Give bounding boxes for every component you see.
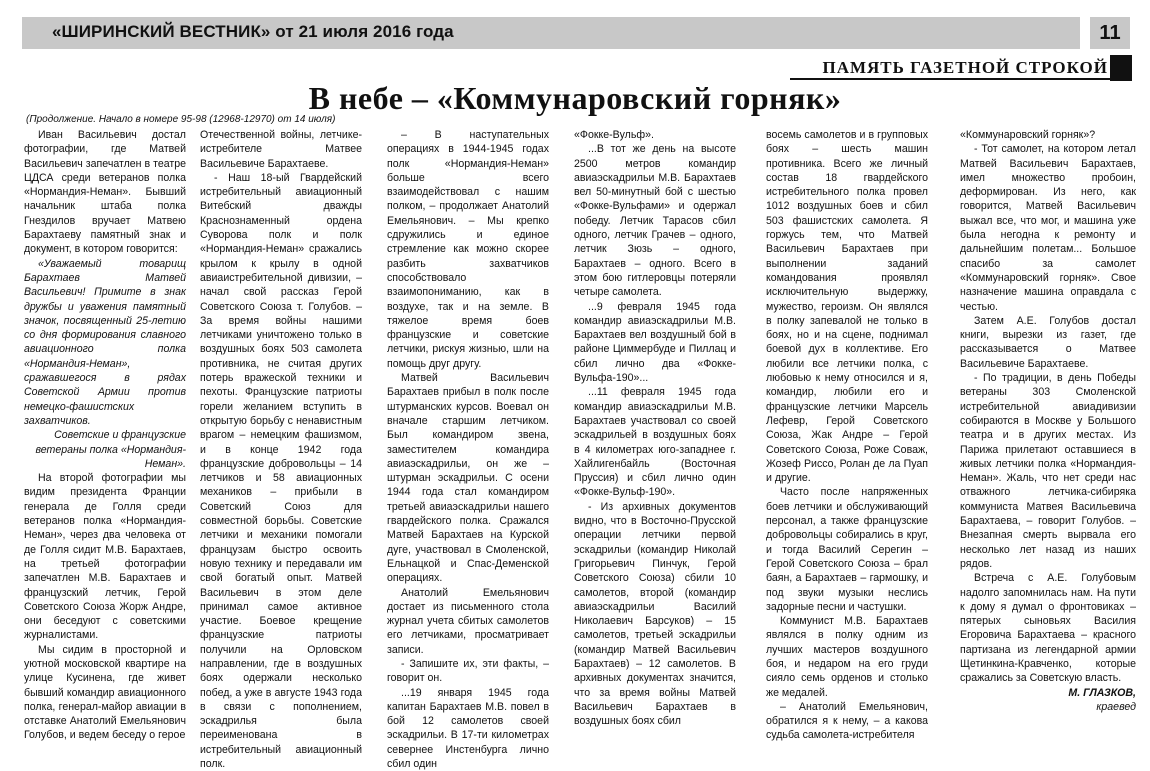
article-paragraph: ...11 февраля 1945 года командир авиаэскадрильи М.В. Барахтаев участвовал со своей эскадрильей в воздушных боях в 4 километрах юго-западнее г. Хайлигенбайль (Восточная Пруссия) и сбил лично один «Фокке-Вульф-190».: [574, 386, 736, 499]
article-paragraph: - Из архивных документов видно, что в Восточно-Прусской операции летчики первой эскадрильи (командир Николай Григорьевич Пинчук, Герой Советского Союза) сбили 10 самолетов, второй (командир авиаэскадрильи Василий Николаевич Барсуков) – 15 самолетов, третьей эскадрильи (командир Матвей Васильевич Барахтаев) – 12 самолетов. В архивных документах значится, что за время войны Матвей Васильевич Барахтаев в воздушных боях сбил: [574, 500, 736, 728]
masthead-bar: [22, 17, 1080, 49]
article-column-6: [960, 128, 1136, 722]
article-paragraph: Советские и французские ветераны полка «Нормандия-Неман».: [35, 429, 186, 470]
article-column-1: [24, 128, 186, 742]
section-rubric: ПАМЯТЬ ГАЗЕТНОЙ СТРОКОЙ: [822, 58, 1108, 77]
article-paragraph: - Наш 18-ый Гвардейский истребительный авиационный Витебский дважды Краснознаменный ордена Суворова полк и полк «Нормандия-Неман» сражались крылом к крылу в одной авиаистребительной дивизии, – начал свой рассказ Герой Советского Союза т. Голубов. – За время войны нашими летчиками уничтожено только в воздушных боях 503 самолета противника, не считая других потерь вражеской техники и пехоты. Французские патриоты горели желанием вступить в открытую борьбу с ненавистным врагом – немецким фашизмом, и в конце 1942 года французские добровольцы – 14 летчиков и 58 авиационных механиков – прибыли в Советский Союз для совместной борьбы. Советские летчики и механики помогали французам быстро освоить новую технику и передавали им свой богатый опыт. Матвей Васильевич в этом деле принимал самое активное участие. Боевое крещение французские патриоты получили на Орловском направлении, где в воздушных боях одержали несколько побед, а уже в августе 1943 года в связи с пополнением, эскадрилья была переименована в истребительный авиационный полк.: [200, 171, 362, 771]
article-paragraph: Часто после напряженных боев летчики и обслуживающий персонал, а также французские добровольцы собирались в круг, и тогда Василий Серегин – Герой Советского Союза – брал баян, а Барахтаев – гармошку, и под звуки музыки неслись задорные песни и частушки.: [766, 486, 928, 613]
article-paragraph: - Тот самолет, на котором летал Матвей Васильевич Барахтаев, имел множество пробоин, деформирован. Из него, как говорится, Матвей Васильевич выжал все, что мог, и машина уже была негодна к ремонту и дальнейшим полетам... Большое спасибо за самолет «Коммунаровский горняк». Свое назначение машина оправдала с честью.: [960, 143, 1136, 313]
article-paragraph: - Запишите их, эти факты, – говорит он.: [387, 657, 549, 685]
article-paragraph: Анатолий Емельянович достает из письменного стола журнал учета сбитых самолетов его летчиками, просматривает записи.: [387, 586, 549, 656]
article-paragraph: Иван Васильевич достал фотографии, где Матвей Васильевич запечатлен в театре ЦДСА среди ветеранов полка «Нормандия-Неман». Бывший начальник штаба полка Гнездилов вручает Матвею Барахтаеву памятный знак и документ, в котором говорится:: [24, 129, 186, 256]
article-paragraph: Затем А.Е. Голубов достал книги, вырезки из газет, где рассказывается о Матвее Васильевиче Барахтаеве.: [960, 314, 1136, 370]
article-column-4: [574, 128, 736, 728]
article-paragraph: Отечественной войны, летчике-истребителе Матвее Васильевиче Барахтаеве.: [200, 129, 362, 170]
masthead-title: «ШИРИНСКИЙ ВЕСТНИК» от 21 июля 2016 года: [52, 22, 454, 41]
article-paragraph: Коммунист М.В. Барахтаев являлся в полку одним из лучших мастеров воздушного боя, и недаром на его груди сияло семь орденов и столько же медалей.: [766, 615, 928, 699]
article-paragraph: «Фокке-Вульф».: [574, 129, 654, 141]
article-paragraph: Встреча с А.Е. Голубовым надолго запомнилась нам. На пути к дому я думал о фронтовиках – пятерых сыновьях Василия Егоровича Барахтаева – красного партизана из легендарной армии Щетинкина-Кравченко, которые сражались за Советскую власть.: [960, 572, 1136, 685]
article-column-5: [766, 128, 928, 742]
article-paragraph: «Коммунаровский горняк»?: [960, 129, 1096, 141]
article-paragraph: ...В тот же день на высоте 2500 метров командир авиаэскадрильи М.В. Барахтаев вел 50-минутный бой с шестью «Фокке-Вульфами» и одержал победу. Летчик Тарасов сбил одного, летчик Грачев – одного, летчик Зюзь – одного, Барахтаев – одного. Всего в этом бою гитлеровцы потеряли четыре самолета.: [574, 143, 736, 299]
article-paragraph: – В наступательных операциях в 1944-1945 годах полк «Нормандия-Неман» больше всего взаимодействовал с нашим полком, – продолжает Анатолий Емельянович. – Мы крепко сдружились и единое стремление как можно скорее разбить захватчиков способствовало взаимопониманию, как в воздухе, так и на земле. В тяжелое время боев французские и советские летчики, рискуя жизнью, шли на помощь друг другу.: [387, 129, 549, 370]
continuation-note: (Продолжение. Начало в номере 95-98 (12968-12970) от 14 июля): [26, 114, 336, 125]
article-paragraph: – Анатолий Емельянович, обратился я к нему, – а какова судьба самолета-истребителя: [766, 700, 928, 742]
rubric-block-marker: [1110, 55, 1132, 81]
article-paragraph: - По традиции, в день Победы ветераны 303 Смоленской истребительной авиадивизии собираются в Москве у Большого театра и в других местах. Из Парижа прилетают оставшиеся в живых летчики полка «Нормандия-Неман». Жаль, что нет среди нас отважного летчика-сибиряка коммуниста Матвея Васильевича Барахтаева, – говорит Голубов. – Внезапная смерть вырвала его несколько лет назад из наших рядов.: [960, 372, 1136, 570]
article-paragraph: Мы сидим в просторной и уютной московской квартире на улице Кусинена, где живет бывший командир авиационного полка, генерал-майор авиации в отставке Анатолий Емельянович Голубов, и ведем беседу о герое: [24, 643, 186, 742]
article-paragraph: ...9 февраля 1945 года командир авиаэскадрильи М.В. Барахтаев вел воздушный бой в районе Циммербуде и Пиллац и сбил лично два «Фокке-Вульфа-190»...: [574, 300, 736, 385]
author-signature: М. ГЛАЗКОВ,: [1068, 686, 1136, 699]
article-column-2: [200, 128, 362, 771]
article-paragraph: Матвей Васильевич Барахтаев прибыл в полк после штурманских курсов. Воевал он вначале старшим летчиком. Был командиром звена, заместителем командира авиаэскадрильи, он же – штурман эскадрильи. С осени 1944 года стал командиром третьей авиаэскадрильи нашего гвардейского полка. Сражался Матвей Барахтаев на Курской дуге, участвовал в Смоленской, Ельнацкой и Спас-Деменской операциях.: [387, 372, 549, 585]
article-paragraph: восемь самолетов и в групповых боях – шесть машин противника. Всего же личный состав 18 гвардейского истребительного полка провел 1012 воздушных боев и сбил 503 фашистских самолета. Я горжусь тем, что Матвей Васильевич Барахтаев при выполнении заданий командования проявлял исключительную выдержку, мужество, героизм. Он являлся в полку запевалой не только в боях, но и на сцене, поднимал боевой дух в коллективе. Его любили все летчики полка, с любовью к нему относился и я, командир, любили его и французские летчики Марсель Лефевр, Герой Советского Союза, Жак Андре – Герой Советского Союза, Роже Соваж, Жозеф Риссо, Ролан де ла Пуап и другие.: [766, 129, 928, 485]
article-paragraph: ...19 января 1945 года капитан Барахтаев М.В. повел в бой 12 самолетов своей эскадрильи. В 17-ти километрах севернее Инстенбурга лично сбил один: [387, 686, 549, 771]
article-paragraph: «Уважаемый товарищ Барахтаев Матвей Васильевич! Примите в знак дружбы и уважения памятный значок, посвященный 25-летию со дня формирования славного авиационного полка «Нормандия-Неман», сражавшегося в рядах Советской Армии против немецко-фашистских захватчиков.: [24, 257, 186, 427]
article-title: В небе – «Коммунаровский горняк»: [308, 80, 842, 116]
author-role: краевед: [1096, 700, 1136, 713]
article-column-3: [387, 128, 549, 771]
page-number: 11: [1090, 17, 1130, 49]
article-paragraph: На второй фотографии мы видим президента Франции генерала де Голля среди ветеранов полка «Нормандия-Неман», через два человека от де Голля сидит М.В. Барахтаев, на третьей фотографии запечатлен М.В. Барахтаев и французский летчик, Герой Советского Союза Жорж Андре, они беседуют с советскими журналистами.: [24, 472, 186, 642]
